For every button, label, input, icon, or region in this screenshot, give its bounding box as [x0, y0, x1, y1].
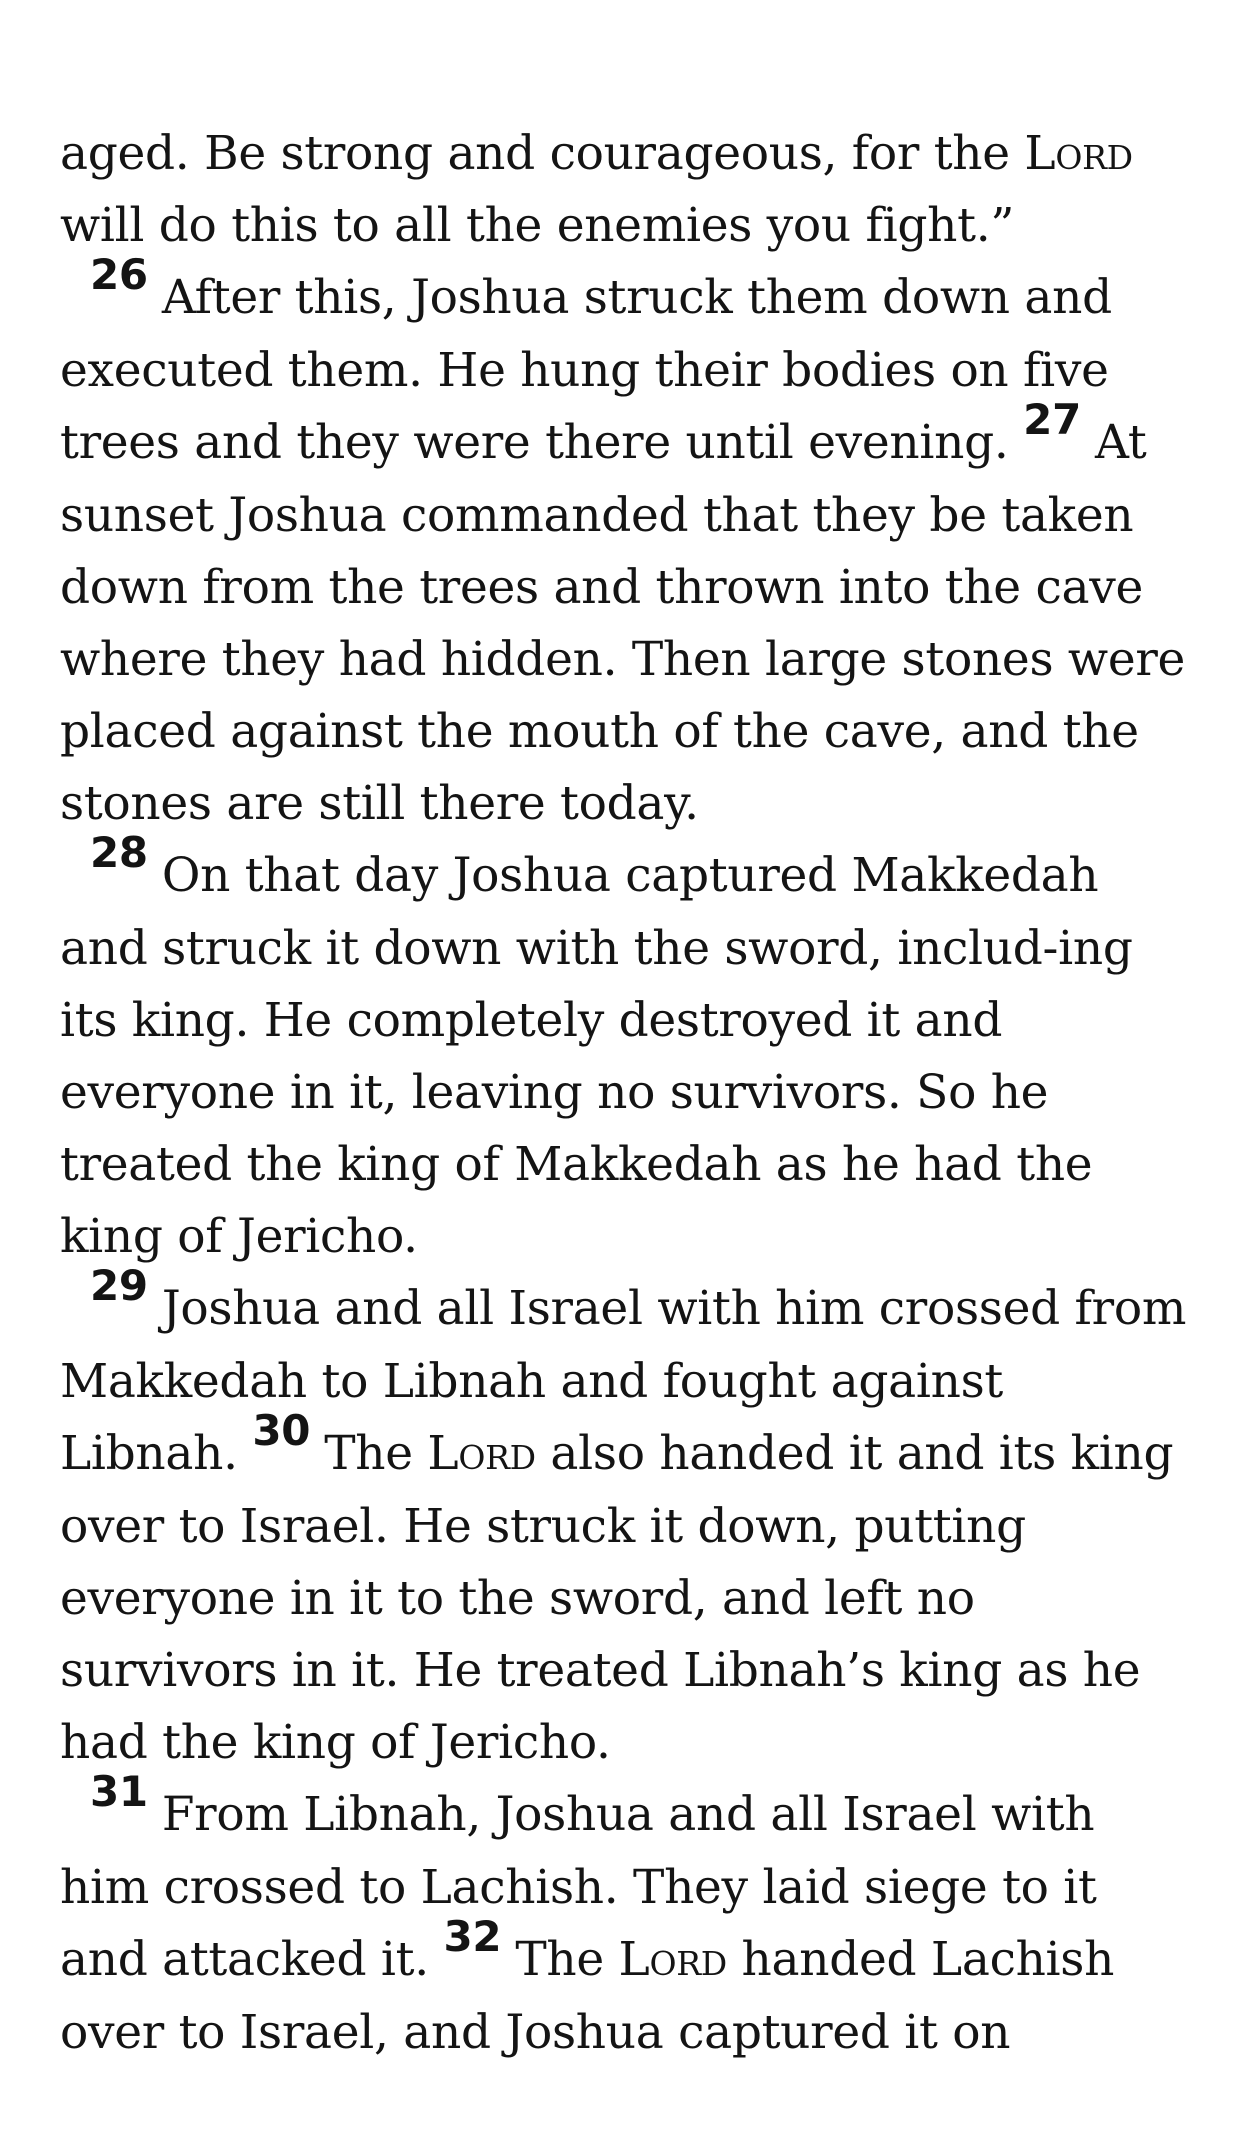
verse-number: 31: [90, 1767, 148, 1816]
verse-number: 28: [90, 828, 148, 877]
divine-name: Lord: [1024, 126, 1133, 181]
reading-page: [60, 118, 1190, 2069]
verse-text: After this, Joshua struck them down and executed them. He hung their bodies on five trees and they were there until evening.: [60, 270, 1112, 470]
verse-text: The: [515, 1932, 619, 1987]
verse-text: From Libnah, Joshua and all Israel with him crossed to Lachish. They laid siege to it and attacked it.: [60, 1787, 1097, 1987]
verse-text: aged. Be strong and courageous, for the: [60, 126, 1025, 181]
verse-text: At sunset Joshua commanded that they be taken down from the trees and thrown into the cave where they had hidden. Then large stones were placed against the mouth of the cave, and the stones are still there today.: [60, 415, 1186, 831]
verse-text: handed Lachish over to Israel, and Joshua captured it on: [60, 1932, 1115, 2060]
paragraph-continuation: [60, 118, 1190, 262]
divine-name: Lord: [427, 1426, 536, 1481]
paragraph-verse-28: [60, 828, 1190, 1273]
divine-name: Lord: [618, 1932, 727, 1987]
verse-number: 30: [252, 1406, 311, 1455]
verse-text: also handed it and its king over to Israel. He struck it down, putting everyone in it to the sword, and left no survivors in it. He treated Libnah’s king as he had the king of Jericho.: [60, 1426, 1174, 1770]
verse-number: 32: [443, 1912, 502, 1961]
verse-number: 29: [90, 1261, 148, 1310]
verse-text: The: [324, 1426, 428, 1481]
paragraph-verse-29: [60, 1261, 1190, 1779]
verse-number: 26: [90, 250, 148, 299]
verse-text: will do this to all the enemies you fight.”: [60, 198, 1015, 253]
verse-number: 27: [1023, 395, 1081, 444]
paragraph-verse-26: [60, 250, 1190, 840]
verse-text: Joshua and all Israel with him crossed from Makkedah to Libnah and fought against Libnah.: [60, 1281, 1187, 1481]
paragraph-verse-31: [60, 1767, 1190, 2069]
verse-text: On that day Joshua captured Makkedah and struck it down with the sword, includ-ing its king. He completely destroyed it and everyone in it, leaving no survivors. So he treated the king of Makkedah as he had the king of Jericho.: [60, 848, 1133, 1264]
